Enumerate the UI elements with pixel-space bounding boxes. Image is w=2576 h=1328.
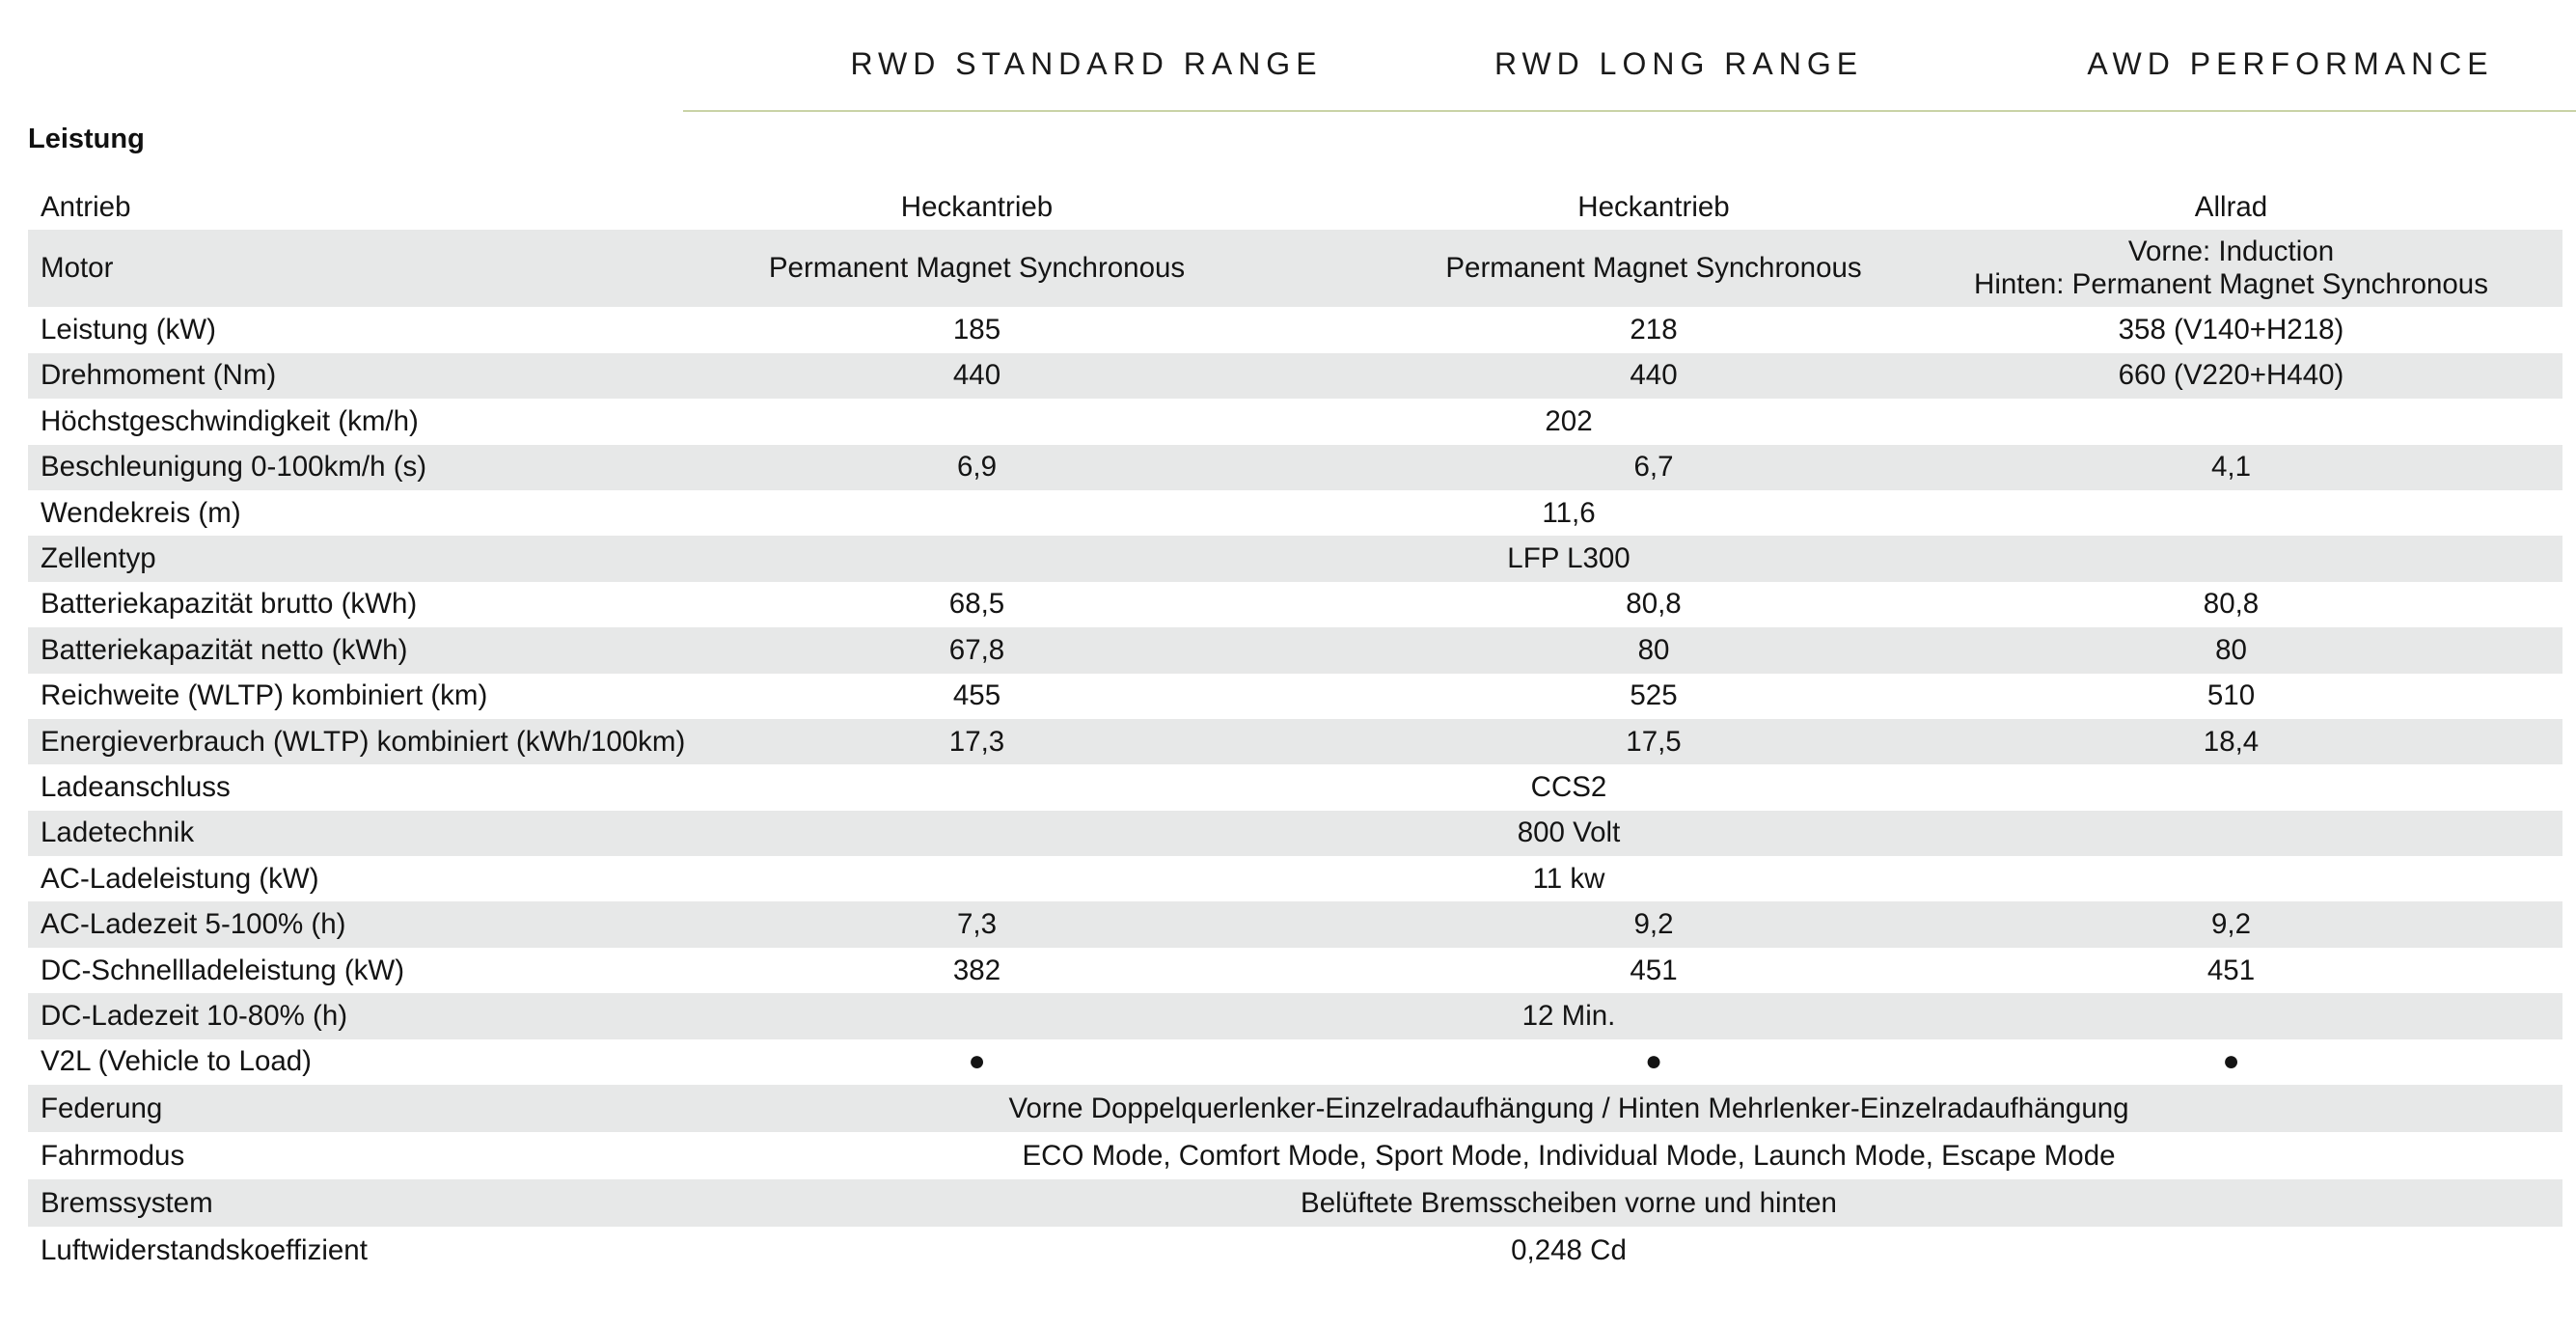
value-rwd-standard: 67,8 bbox=[948, 633, 1005, 666]
table-row bbox=[28, 230, 2562, 307]
row-label: Energieverbrauch (WLTP) kombiniert (kWh/100km) bbox=[41, 725, 686, 758]
table-row bbox=[28, 764, 2562, 810]
row-label: Reichweite (WLTP) kombiniert (km) bbox=[41, 679, 488, 712]
value-all-variants: Vorne Doppelquerlenker-Einzelradaufhängung / Hinten Mehrlenker-Einzelradaufhängung bbox=[1008, 1092, 2129, 1124]
value-all-variants: 11 kw bbox=[1532, 862, 1605, 895]
table-row bbox=[28, 948, 2562, 993]
spec-table bbox=[28, 184, 2562, 1274]
value-all-variants: Belüftete Bremsscheiben vorne und hinten bbox=[1301, 1186, 1837, 1219]
value-rwd-long: 9,2 bbox=[1633, 908, 1674, 941]
value-all-variants: LFP L300 bbox=[1507, 542, 1631, 575]
table-row bbox=[28, 582, 2562, 627]
value-rwd-standard: Heckantrieb bbox=[900, 190, 1054, 223]
row-label: Fahrmodus bbox=[41, 1139, 185, 1172]
bullet-icon: ● bbox=[968, 1045, 986, 1078]
bullet-icon: ● bbox=[1644, 1045, 1663, 1078]
value-rwd-standard: 440 bbox=[952, 359, 1001, 392]
table-row bbox=[28, 1132, 2562, 1179]
value-rwd-standard: Permanent Magnet Synchronous bbox=[768, 252, 1186, 285]
row-label: Höchstgeschwindigkeit (km/h) bbox=[41, 404, 419, 437]
row-label: Luftwiderstandskoeffizient bbox=[41, 1233, 368, 1266]
value-awd-performance bbox=[1900, 230, 2562, 307]
value-awd-performance: 80 bbox=[2215, 633, 2247, 666]
row-label: Batteriekapazität brutto (kWh) bbox=[41, 588, 418, 621]
row-label: DC-Schnellladeleistung (kW) bbox=[41, 954, 405, 986]
value-awd-performance: Allrad bbox=[2194, 190, 2268, 223]
value-all-variants: 0,248 Cd bbox=[1511, 1233, 1627, 1266]
row-label: Wendekreis (m) bbox=[41, 496, 241, 529]
table-row bbox=[28, 1039, 2562, 1085]
value-awd-performance: 660 (V220+H440) bbox=[2118, 359, 2344, 392]
value-all-variants: 202 bbox=[1545, 404, 1593, 437]
value-awd-performance: 9,2 bbox=[2210, 908, 2251, 941]
value-line: Vorne: Induction bbox=[2127, 235, 2335, 268]
row-label: AC-Ladeleistung (kW) bbox=[41, 862, 319, 895]
value-rwd-standard: 382 bbox=[952, 954, 1001, 986]
value-all-variants: CCS2 bbox=[1530, 770, 1607, 803]
value-rwd-long: Heckantrieb bbox=[1577, 190, 1730, 223]
table-row bbox=[28, 627, 2562, 673]
value-all-variants: ECO Mode, Comfort Mode, Sport Mode, Individual Mode, Launch Mode, Escape Mode bbox=[1022, 1139, 2116, 1172]
row-label: Ladetechnik bbox=[41, 816, 195, 849]
row-label: V2L (Vehicle to Load) bbox=[41, 1045, 312, 1078]
table-row bbox=[28, 993, 2562, 1038]
value-awd-performance: 80,8 bbox=[2203, 588, 2260, 621]
value-rwd-long: Permanent Magnet Synchronous bbox=[1445, 252, 1862, 285]
value-rwd-long: 80 bbox=[1637, 633, 1670, 666]
row-label: Federung bbox=[41, 1092, 163, 1124]
row-label: Motor bbox=[41, 252, 114, 285]
bullet-icon: ● bbox=[2222, 1045, 2240, 1078]
row-label: Beschleunigung 0-100km/h (s) bbox=[41, 451, 427, 484]
row-label: Zellentyp bbox=[41, 542, 156, 575]
column-header-bar bbox=[683, 0, 2576, 112]
row-label: Drehmoment (Nm) bbox=[41, 359, 277, 392]
table-row bbox=[28, 1227, 2562, 1274]
value-rwd-standard: 68,5 bbox=[948, 588, 1005, 621]
value-all-variants: 12 Min. bbox=[1521, 999, 1616, 1032]
table-row bbox=[28, 856, 2562, 901]
table-row bbox=[28, 184, 2562, 230]
table-row bbox=[28, 399, 2562, 444]
table-row bbox=[28, 811, 2562, 856]
row-label: DC-Ladezeit 10-80% (h) bbox=[41, 999, 348, 1032]
column-header-rwd-standard-range: RWD STANDARD RANGE bbox=[850, 46, 1323, 81]
table-row bbox=[28, 1085, 2562, 1132]
table-row bbox=[28, 307, 2562, 352]
row-label: Batteriekapazität netto (kWh) bbox=[41, 633, 408, 666]
value-all-variants: 800 Volt bbox=[1517, 816, 1621, 849]
table-row bbox=[28, 445, 2562, 490]
table-row bbox=[28, 674, 2562, 719]
value-rwd-long: 17,5 bbox=[1626, 725, 1682, 758]
value-rwd-long: 218 bbox=[1630, 314, 1678, 346]
value-awd-performance: 451 bbox=[2206, 954, 2256, 986]
value-awd-performance: 4,1 bbox=[2210, 451, 2251, 484]
value-awd-performance: 358 (V140+H218) bbox=[2118, 314, 2344, 346]
column-header-rwd-long-range: RWD LONG RANGE bbox=[1494, 46, 1864, 81]
value-awd-performance: 510 bbox=[2206, 679, 2256, 712]
value-rwd-standard: 185 bbox=[952, 314, 1001, 346]
table-row bbox=[28, 901, 2562, 947]
value-line: Hinten: Permanent Magnet Synchronous bbox=[1974, 268, 2488, 301]
value-rwd-standard: 455 bbox=[952, 679, 1001, 712]
row-label: Bremssystem bbox=[41, 1186, 213, 1219]
table-row bbox=[28, 536, 2562, 581]
row-label: Antrieb bbox=[41, 190, 131, 223]
value-rwd-standard: 17,3 bbox=[948, 725, 1005, 758]
section-title: Leistung bbox=[28, 124, 145, 154]
value-awd-performance: 18,4 bbox=[2203, 725, 2260, 758]
value-rwd-long: 80,8 bbox=[1626, 588, 1682, 621]
value-rwd-long: 525 bbox=[1630, 679, 1678, 712]
row-label: Ladeanschluss bbox=[41, 770, 231, 803]
table-row bbox=[28, 490, 2562, 536]
row-label: Leistung (kW) bbox=[41, 314, 216, 346]
value-all-variants: 11,6 bbox=[1542, 496, 1596, 529]
value-rwd-standard: 6,9 bbox=[956, 451, 997, 484]
value-rwd-standard: 7,3 bbox=[956, 908, 997, 941]
value-rwd-long: 440 bbox=[1630, 359, 1678, 392]
table-row bbox=[28, 719, 2562, 764]
table-row bbox=[28, 353, 2562, 399]
table-row bbox=[28, 1179, 2562, 1227]
value-rwd-long: 451 bbox=[1630, 954, 1678, 986]
column-header-awd-performance: AWD PERFORMANCE bbox=[2087, 46, 2494, 81]
value-rwd-long: 6,7 bbox=[1633, 451, 1674, 484]
row-label: AC-Ladezeit 5-100% (h) bbox=[41, 908, 346, 941]
